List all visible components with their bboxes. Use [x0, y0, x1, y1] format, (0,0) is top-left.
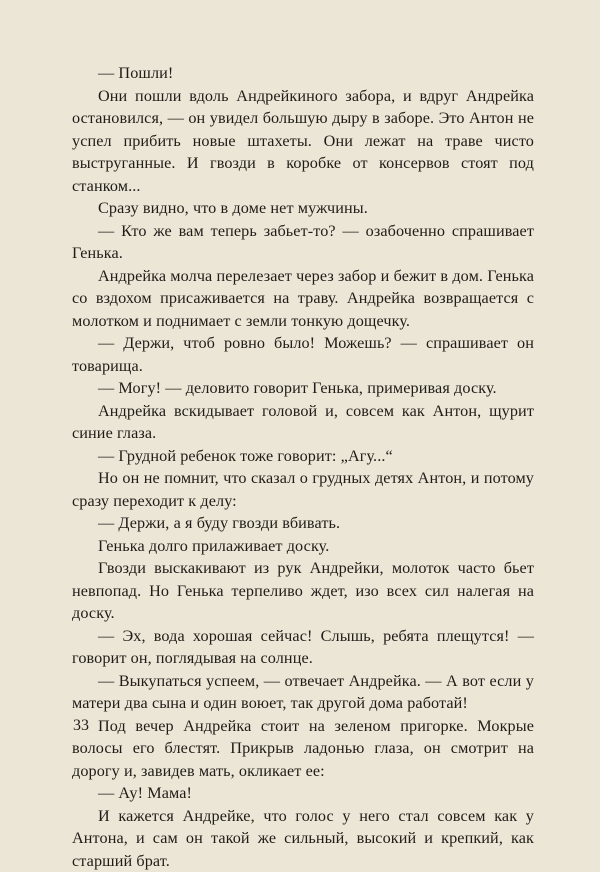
paragraph: Под вечер Андрейка стоит на зеленом пригорке. Мокрые волосы его блестят. Прикрыв ладонью глаза, он смотрит на дорогу и, завидев мать, окликает ее: [72, 715, 534, 783]
paragraph: — Пошли! [72, 62, 534, 85]
book-page-text [72, 62, 534, 872]
paragraph: И кажется Андрейке, что голос у него стал совсем как у Антона, и сам он такой же сильный, высокий и крепкий, как старший брат. [72, 805, 534, 872]
paragraph: Они пошли вдоль Андрейкиного забора, и вдруг Андрейка остановился, — он увидел большую дыру в заборе. Это Антон не успел прибить новые штахеты. Они лежат на траве чисто выструганные. И гвозди в коробке от консервов стоят под станком... [72, 85, 534, 198]
paragraph: — Эх, вода хорошая сейчас! Слышь, ребята плещутся! — говорит он, поглядывая на солнце. [72, 625, 534, 670]
paragraph: — Держи, а я буду гвозди вбивать. [72, 512, 534, 535]
paragraph: Сразу видно, что в доме нет мужчины. [72, 197, 534, 220]
paragraph: — Держи, чтоб ровно было! Можешь? — спрашивает он товарища. [72, 332, 534, 377]
paragraph: — Кто же вам теперь забьет-то? — озабоченно спрашивает Генька. [72, 220, 534, 265]
paragraph: Андрейка молча перелезает через забор и бежит в дом. Генька со вздохом присаживается на траву. Андрейка возвращается с молотком и поднимает с земли тонкую дощечку. [72, 265, 534, 333]
paragraph: Но он не помнит, что сказал о грудных детях Антон, и потому сразу переходит к делу: [72, 467, 534, 512]
paragraph: — Могу! — деловито говорит Генька, примеривая доску. [72, 377, 534, 400]
paragraph: — Грудной ребенок тоже говорит: „Агу...“ [72, 445, 534, 468]
page-number: 33 [73, 716, 89, 736]
paragraph: Генька долго прилаживает доску. [72, 535, 534, 558]
paragraph: Гвозди выскакивают из рук Андрейки, молоток часто бьет невпопад. Но Генька терпеливо ждет, изо всех сил налегая на доску. [72, 557, 534, 625]
paragraph: — Выкупаться успеем, — отвечает Андрейка. — А вот если у матери два сына и один воюет, так другой дома работай! [72, 670, 534, 715]
paragraph: — Ау! Мама! [72, 782, 534, 805]
paragraph: Андрейка вскидывает головой и, совсем как Антон, щурит синие глаза. [72, 400, 534, 445]
